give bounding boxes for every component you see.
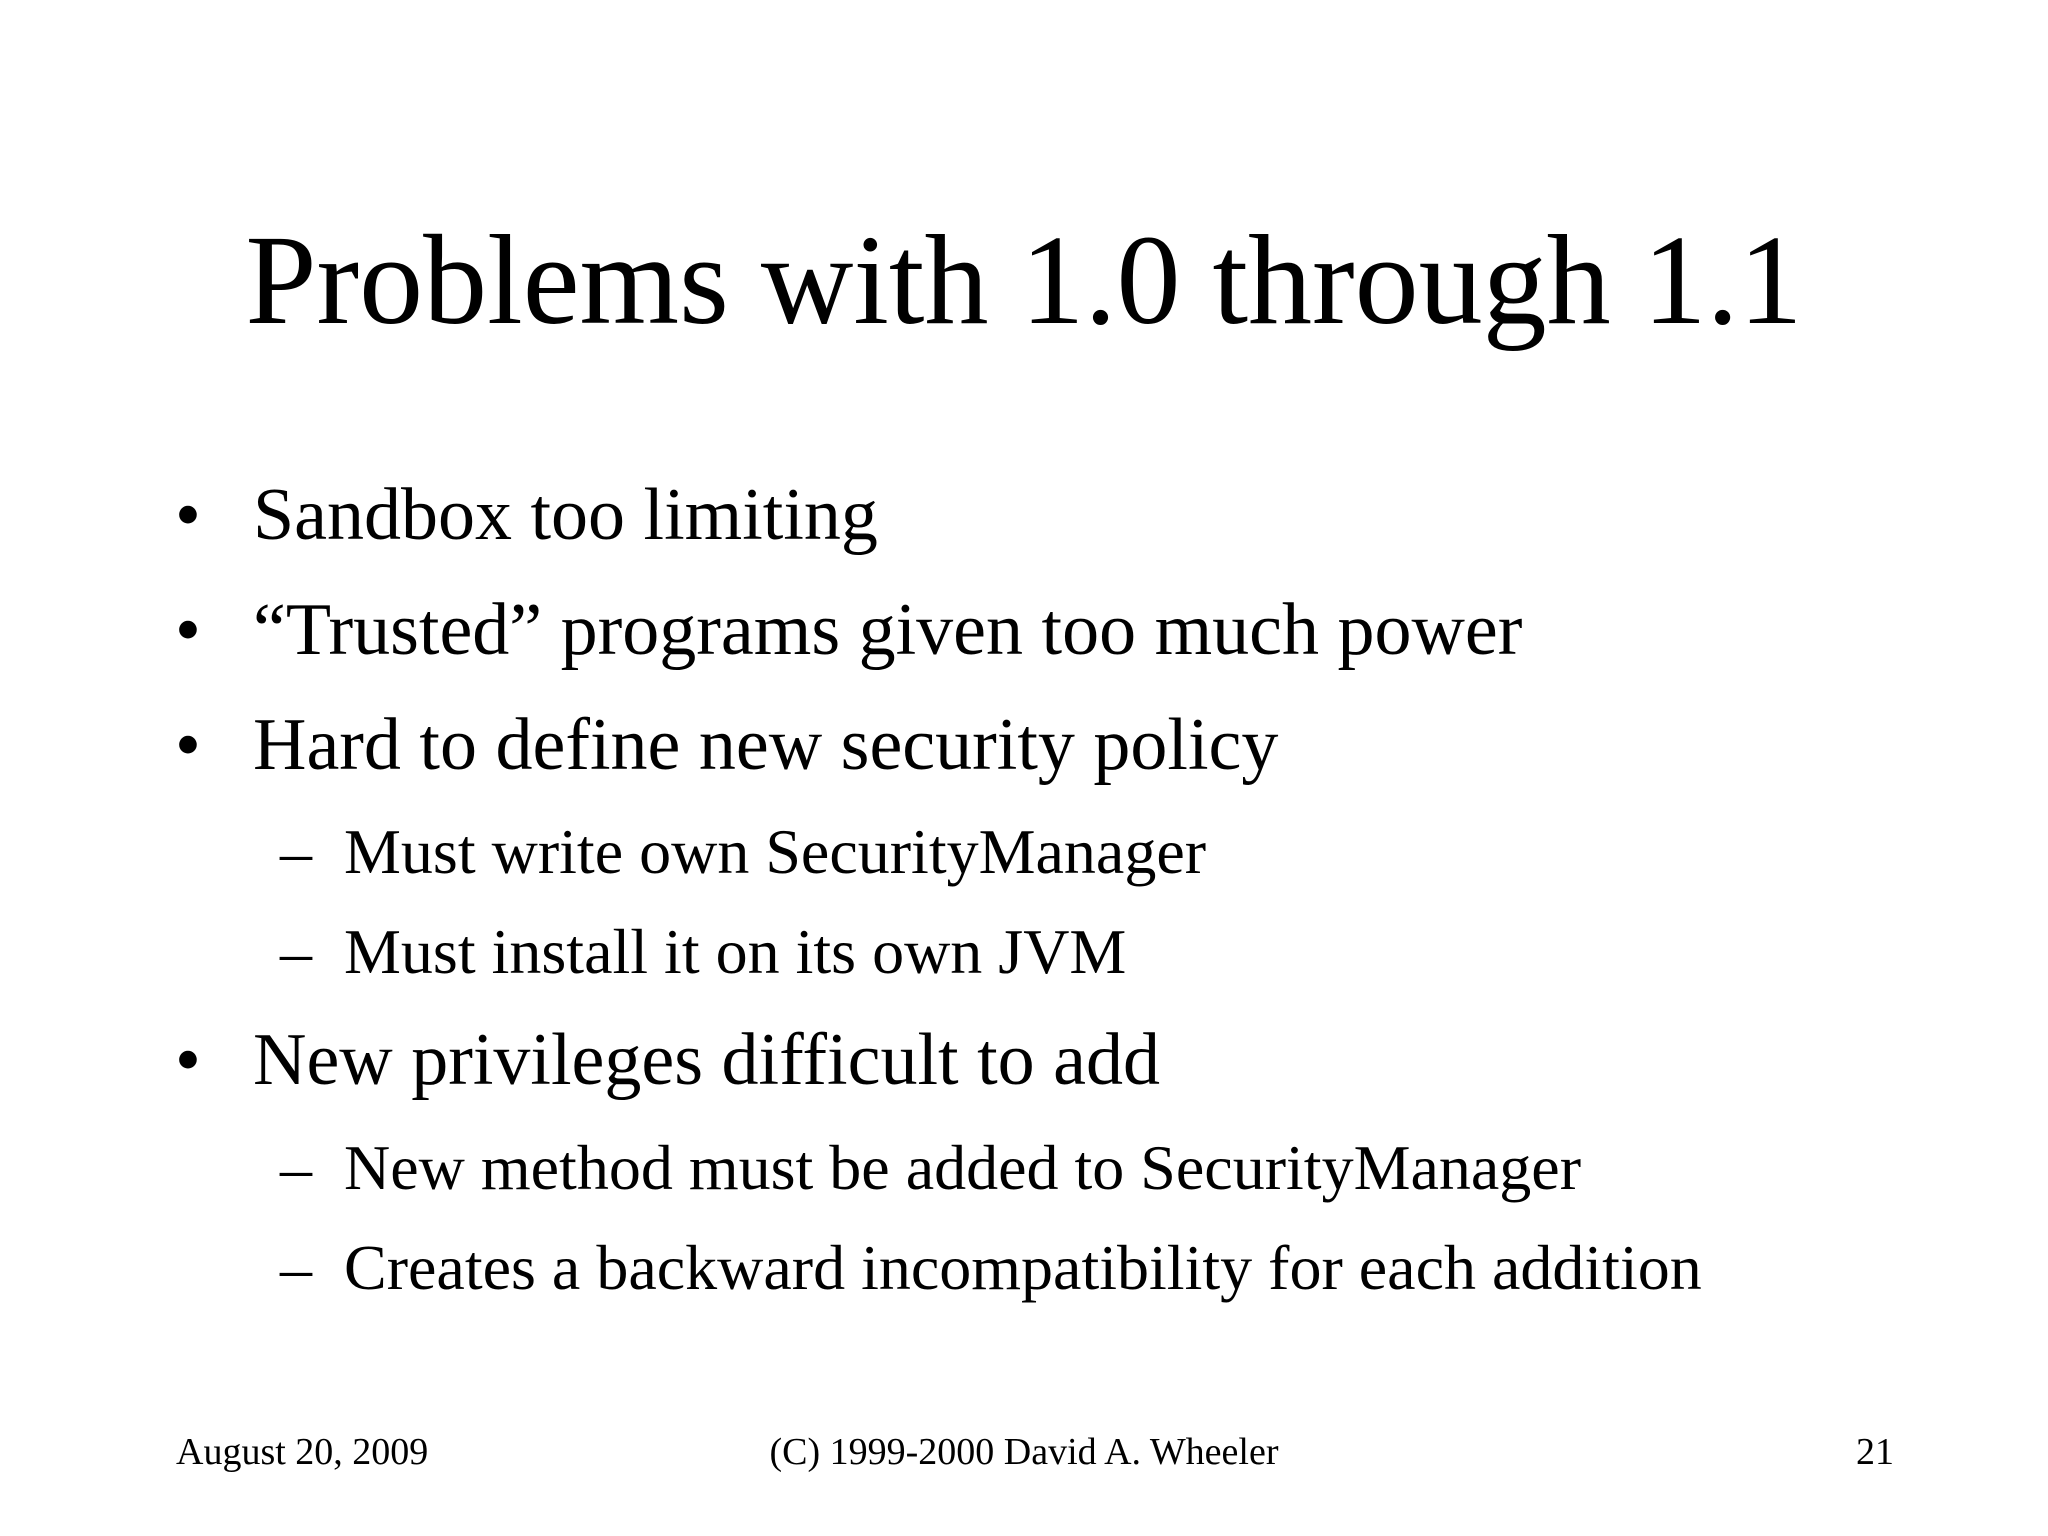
sub-bullet-text: New method must be added to SecurityManager bbox=[344, 1132, 1581, 1203]
bullet-text: “Trusted” programs given too much power bbox=[253, 589, 1523, 671]
bullet-text: New privileges difficult to add bbox=[253, 1019, 1160, 1101]
sub-bullet-text: Must install it on its own JVM bbox=[344, 916, 1127, 987]
bullet-text: Sandbox too limiting bbox=[253, 474, 878, 556]
sub-bullet-marker: – bbox=[280, 916, 312, 987]
footer-page-number: 21 bbox=[1856, 1431, 1894, 1473]
bullet-marker: • bbox=[175, 704, 201, 786]
bullet-marker: • bbox=[175, 474, 201, 556]
bullet-marker: • bbox=[175, 1019, 201, 1101]
slide-title: Problems with 1.0 through 1.1 bbox=[245, 209, 1803, 351]
sub-bullet-marker: – bbox=[280, 1132, 312, 1203]
bullet-marker: • bbox=[175, 589, 201, 671]
sub-bullet-marker: – bbox=[280, 1232, 312, 1303]
sub-bullet-text: Creates a backward incompatibility for each addition bbox=[344, 1232, 1702, 1303]
footer-copyright: (C) 1999-2000 David A. Wheeler bbox=[769, 1431, 1279, 1473]
footer-date: August 20, 2009 bbox=[176, 1431, 429, 1473]
bullet-text: Hard to define new security policy bbox=[253, 704, 1279, 786]
sub-bullet-text: Must write own SecurityManager bbox=[344, 816, 1207, 887]
sub-bullet-marker: – bbox=[280, 816, 312, 887]
